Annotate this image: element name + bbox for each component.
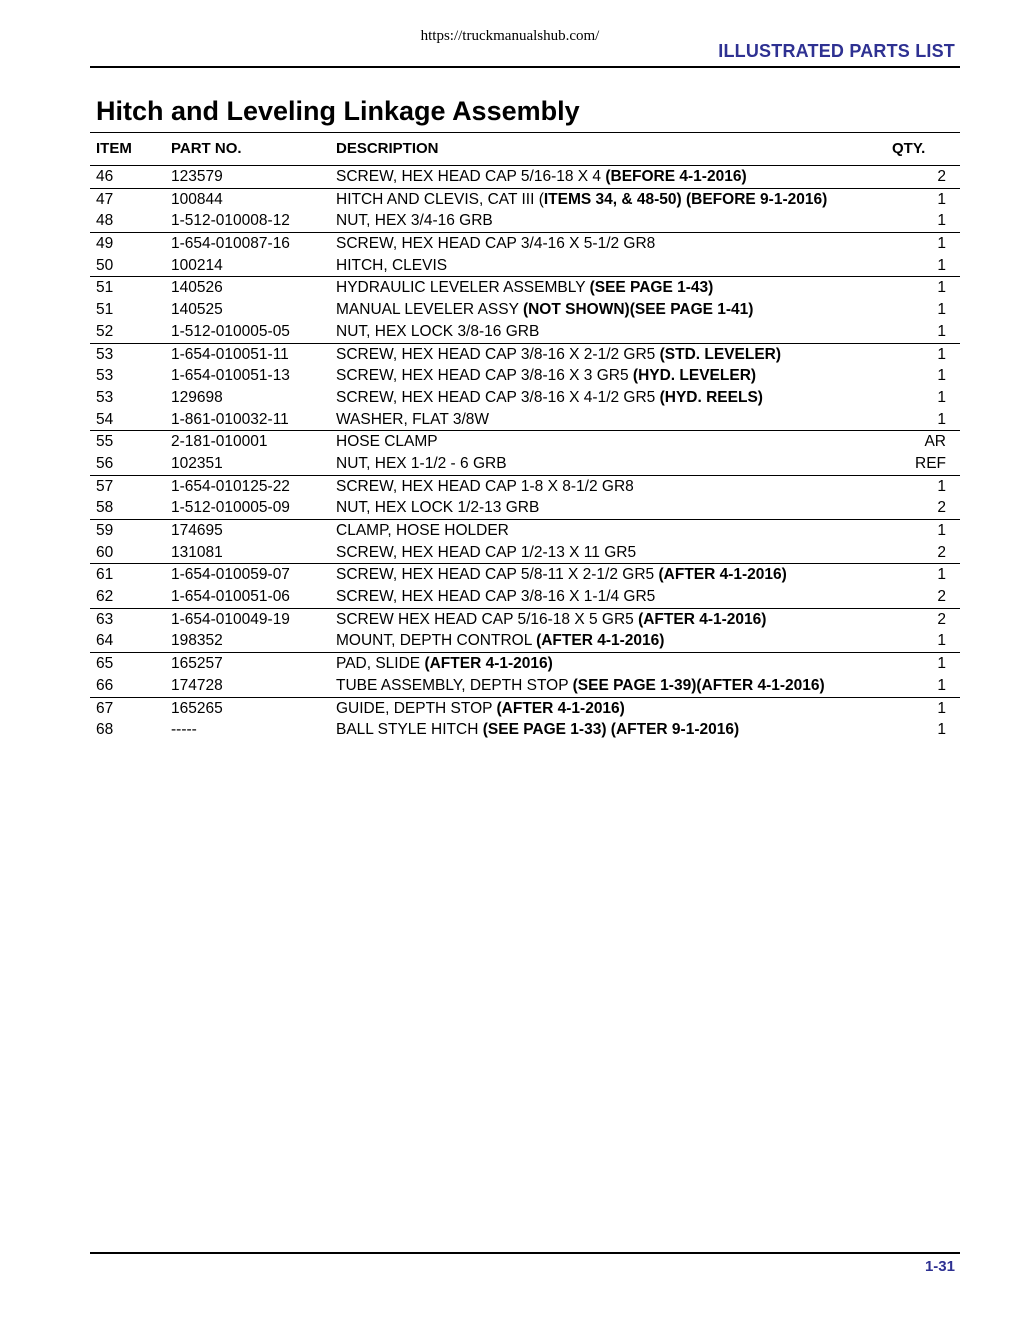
item-number: 57 [96,477,114,495]
description-text: SCREW, HEX HEAD CAP 5/8-11 X 2-1/2 GR5 [336,566,659,584]
description [336,279,713,297]
part-number: 165257 [171,655,223,673]
table-row [90,586,960,608]
table-row [90,563,960,586]
table-row [90,519,960,542]
part-number: 2-181-010001 [171,433,268,451]
part-number: 140525 [171,301,223,319]
table-row [90,430,960,453]
item-number: 64 [96,632,114,650]
table-row [90,387,960,409]
part-number: 102351 [171,454,223,472]
description [336,522,509,540]
description [336,257,447,275]
item-number: 53 [96,388,114,406]
description-note: (AFTER 4-1-2016) [496,699,625,717]
footer-divider [90,1252,960,1254]
item-number: 61 [96,566,114,584]
quantity: 1 [937,632,946,650]
description-text: SCREW, HEX HEAD CAP 3/8-16 X 3 GR5 [336,367,633,385]
title-divider [90,132,960,133]
description [336,566,787,584]
description-text: SCREW, HEX HEAD CAP 1-8 X 8-1/2 GR8 [336,477,634,495]
table-row [90,188,960,211]
description-text: BALL STYLE HITCH [336,721,483,739]
quantity: 1 [937,522,946,539]
description-text: SCREW, HEX HEAD CAP 3/8-16 X 4-1/2 GR5 [336,388,660,406]
description-text: HYDRAULIC LEVELER ASSEMBLY [336,279,590,297]
table-row [90,608,960,631]
part-number: 1-654-010051-06 [171,588,290,606]
quantity: AR [924,433,946,451]
part-number: 100844 [171,190,223,208]
part-number: 174695 [171,522,223,539]
quantity: 1 [937,721,946,739]
item-number: 53 [96,367,114,385]
page-number: 1-31 [924,1258,955,1275]
part-number: 1-861-010032-11 [171,410,289,428]
col-header-part-no: PART NO. [171,140,242,157]
part-number: 1-654-010059-07 [171,566,290,584]
quantity: REF [915,454,946,472]
description-text: GUIDE, DEPTH STOP [336,699,497,717]
description-note: ITEMS 34, & 48-50) (BEFORE 9-1-2016) [543,190,828,208]
description-text: SCREW, HEX HEAD CAP 5/16-18 X 4 [336,168,606,185]
table-row [90,409,960,431]
part-number: 1-512-010005-09 [171,499,290,517]
part-number: 174728 [171,676,223,694]
table-row [90,166,960,188]
table-row [90,210,960,232]
part-number: 129698 [171,388,223,406]
item-number: 53 [96,345,114,363]
quantity: 1 [937,279,946,297]
part-number: 1-654-010125-22 [171,477,290,495]
part-number: 123579 [171,168,223,185]
description-note: (AFTER 4-1-2016) [536,632,665,650]
section-title: ILLUSTRATED PARTS LIST [718,41,955,61]
item-number: 68 [96,721,114,739]
table-body [90,166,960,741]
description-note: (HYD. LEVELER) [632,367,757,385]
description [336,212,493,230]
description [336,433,438,451]
description-text: NUT, HEX 1-1/2 - 6 GRB [336,454,507,472]
quantity: 1 [937,388,946,406]
description-text: HITCH, CLEVIS [336,256,448,274]
quantity: 2 [937,168,946,185]
item-number: 58 [96,499,114,517]
item-number: 65 [96,655,114,673]
quantity: 1 [937,190,946,208]
quantity: 2 [937,610,946,628]
quantity: 2 [937,543,946,561]
description-text: HITCH AND CLEVIS, CAT III ( [336,190,544,208]
item-number: 62 [96,588,114,606]
description-text: WASHER, FLAT 3/8W [336,410,490,428]
table-row [90,630,960,652]
item-number: 52 [96,322,114,340]
description [336,191,827,209]
description-text: SCREW, HEX HEAD CAP 3/8-16 X 2-1/2 GR5 [336,345,660,363]
table-row [90,365,960,387]
description-text: SCREW, HEX HEAD CAP 1/2-13 X 11 GR5 [336,543,637,561]
quantity: 1 [937,477,946,495]
description-note: (AFTER 4-1-2016) [424,655,553,673]
quantity: 2 [937,588,946,606]
source-url: https://truckmanualshub.com/ [420,28,600,44]
table-row [90,343,960,366]
part-number: 1-512-010005-05 [171,322,290,340]
description [336,611,766,629]
description [336,411,489,429]
part-number: 1-654-010049-19 [171,610,290,628]
parts-table [90,138,960,741]
item-number: 59 [96,522,114,539]
description-note: (SEE PAGE 1-33) (AFTER 9-1-2016) [482,721,740,739]
quantity: 1 [937,699,946,717]
item-number: 63 [96,610,114,628]
description-text: SCREW, HEX HEAD CAP 3/4-16 X 5-1/2 GR8 [336,235,656,253]
description-note: (AFTER 4-1-2016) [658,566,787,584]
table-row [90,675,960,697]
description [336,168,747,186]
description [336,455,507,473]
quantity: 1 [937,367,946,385]
table-header [90,138,960,165]
description [336,478,634,496]
quantity: 1 [937,322,946,340]
quantity: 1 [937,676,946,694]
item-number: 46 [96,168,114,185]
description-text: SCREW HEX HEAD CAP 5/16-18 X 5 GR5 [336,610,639,628]
description [336,346,781,364]
description-note: (AFTER 4-1-2016) [638,610,767,628]
part-number: 165265 [171,699,223,717]
description [336,632,664,650]
item-number: 55 [96,433,114,451]
item-number: 51 [96,279,114,297]
part-number: 100214 [171,256,223,274]
description-text: TUBE ASSEMBLY, DEPTH STOP [336,676,573,694]
description [336,301,753,319]
item-number: 67 [96,699,114,717]
quantity: 1 [937,256,946,274]
item-number: 56 [96,454,114,472]
table-row [90,542,960,564]
quantity: 1 [937,655,946,673]
table-row [90,697,960,720]
description [336,655,553,673]
description-note: (STD. LEVELER) [659,345,782,363]
description [336,700,625,718]
description-text: MANUAL LEVELER ASSY [336,301,523,319]
item-number: 66 [96,676,114,694]
description [336,235,655,253]
description-note: (NOT SHOWN)(SEE PAGE 1-41) [522,301,754,319]
description-text: MOUNT, DEPTH CONTROL [336,632,537,650]
header-divider [90,66,960,68]
table-row [90,475,960,498]
table-row [90,255,960,277]
description-note: (SEE PAGE 1-39)(AFTER 4-1-2016) [572,676,825,694]
part-number: 1-654-010051-11 [171,345,289,363]
quantity: 1 [937,345,946,363]
part-number: 1-512-010008-12 [171,212,290,230]
description-note: (BEFORE 4-1-2016) [605,168,747,185]
col-header-item: ITEM [96,140,132,157]
col-header-description: DESCRIPTION [336,140,439,157]
description [336,721,739,739]
item-number: 50 [96,256,114,274]
description-note: (SEE PAGE 1-43) [589,279,714,297]
description-text: PAD, SLIDE [336,655,425,673]
description [336,588,655,606]
description [336,544,636,562]
part-number: 1-654-010087-16 [171,235,290,253]
description-text: CLAMP, HOSE HOLDER [336,522,509,539]
table-row [90,232,960,255]
description [336,677,825,695]
table-row [90,276,960,299]
description [336,389,763,407]
part-number: 140526 [171,279,223,297]
table-row [90,497,960,519]
table-row [90,299,960,321]
table-row [90,719,960,741]
quantity: 1 [937,410,946,428]
part-number: 131081 [171,543,223,561]
col-header-qty: QTY. [892,140,926,157]
description-note: (HYD. REELS) [659,388,763,406]
quantity: 1 [937,235,946,253]
part-number: 1-654-010051-13 [171,367,290,385]
description-text: NUT, HEX LOCK 1/2-13 GRB [336,499,540,517]
description [336,323,539,341]
table-row [90,321,960,343]
item-number: 51 [96,301,114,319]
quantity: 2 [937,499,946,517]
quantity: 1 [937,566,946,584]
table-row [90,652,960,675]
quantity: 1 [937,301,946,319]
item-number: 60 [96,543,114,561]
item-number: 47 [96,190,114,208]
item-number: 49 [96,235,114,253]
item-number: 48 [96,212,114,230]
part-number: 198352 [171,632,223,650]
description-text: NUT, HEX 3/4-16 GRB [336,212,493,230]
description [336,367,756,385]
quantity: 1 [937,212,946,230]
description-text: NUT, HEX LOCK 3/8-16 GRB [336,322,540,340]
description-text: SCREW, HEX HEAD CAP 3/8-16 X 1-1/4 GR5 [336,588,656,606]
description [336,499,539,517]
description-text: HOSE CLAMP [336,433,438,451]
part-number: ----- [171,721,197,739]
item-number: 54 [96,410,114,428]
table-row [90,453,960,475]
page-title: Hitch and Leveling Linkage Assembly [96,96,580,126]
